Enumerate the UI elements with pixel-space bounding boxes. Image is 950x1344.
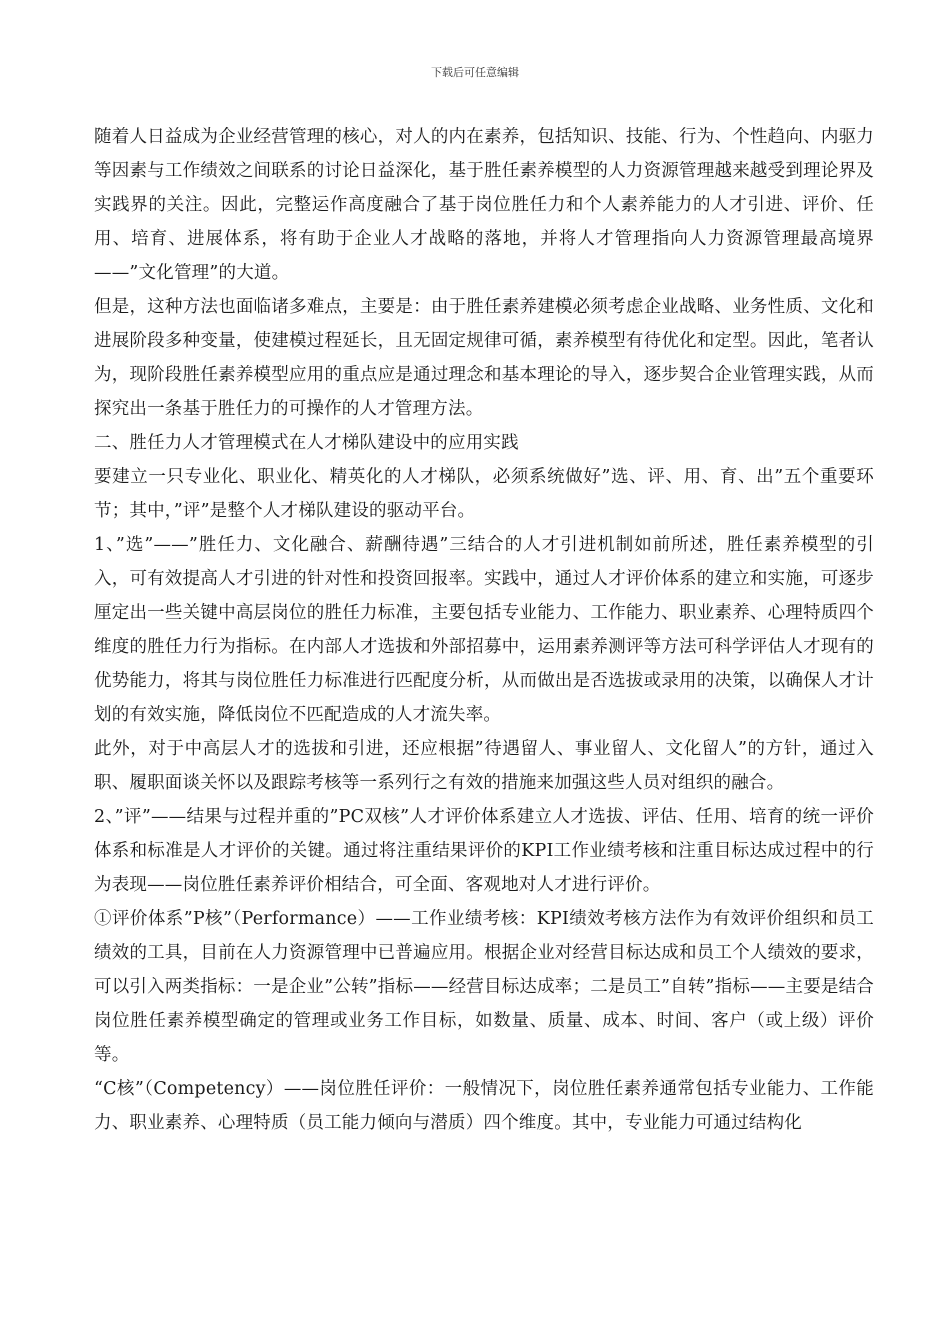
paragraph: 此外，对于中高层人才的选拔和引进，还应根据”待遇留人、事业留人、文化留人”的方针，通过入职、履职面谈关怀以及跟踪考核等一系列行之有效的措施来加强这些人员对组织的融合。 [94, 739, 874, 793]
paragraph: ①评价体系”P核”（Performance）——工作业绩考核：KPI绩效考核方法作为有效评价组织和员工绩效的工具，目前在人力资源管理中已普遍应用。根据企业对经营目标达成和员工个人绩效的要求，可以引入两类指标：一是企业”公转”指标——经营目标达成率；二是员工”自转”指标——主要是结合岗位胜任素养模型确定的管理或业务工作目标，如数量、质量、成本、时间、客户（或上级）评价等。 [94, 909, 874, 1065]
page-header: 下载后可任意编辑 [431, 66, 519, 79]
paragraph: 2、”评”——结果与过程并重的”PC双核”人才评价体系建立人才选拔、评估、任用、培育的统一评价体系和标准是人才评价的关键。通过将注重结果评价的KPI工作业绩考核和注重目标达成过程中的行为表现——岗位胜任素养评价相结合，可全面、客观地对人才进行评价。 [94, 807, 874, 895]
paragraph: 随着人日益成为企业经营管理的核心，对人的内在素养，包括知识、技能、行为、个性趋向、内驱力等因素与工作绩效之间联系的讨论日益深化，基于胜任素养模型的人力资源管理越来越受到理论界及实践界的关注。因此，完整运作高度融合了基于岗位胜任力和个人素养能力的人才引进、评价、任用、培育、进展体系，将有助于企业人才战略的落地，并将人才管理指向人力资源管理最高境界——”文化管理”的大道。 [94, 127, 874, 283]
section-heading: 二、胜任力人才管理模式在人才梯队建设中的应用实践 [94, 433, 519, 453]
paragraph: 要建立一只专业化、职业化、精英化的人才梯队，必须系统做好”选、评、用、育、出”五个重要环节；其中，”评”是整个人才梯队建设的驱动平台。 [94, 467, 874, 521]
document-body [94, 120, 874, 1140]
paragraph: 但是，这种方法也面临诸多难点，主要是：由于胜任素养建模必须考虑企业战略、业务性质、文化和进展阶段多种变量，使建模过程延长，且无固定规律可循，素养模型有待优化和定型。因此，笔者认为，现阶段胜任素养模型应用的重点应是通过理念和基本理论的导入，逐步契合企业管理实践，从而探究出一条基于胜任力的可操作的人才管理方法。 [94, 297, 874, 419]
paragraph: “C核”（Competency）——岗位胜任评价：一般情况下，岗位胜任素养通常包括专业能力、工作能力、职业素养、心理特质（员工能力倾向与潜质）四个维度。其中，专业能力可通过结构化 [94, 1079, 874, 1133]
paragraph: 1、”选”——”胜任力、文化融合、薪酬待遇”三结合的人才引进机制如前所述，胜任素养模型的引入，可有效提高人才引进的针对性和投资回报率。实践中，通过人才评价体系的建立和实施，可逐步厘定出一些关键中高层岗位的胜任力标准，主要包括专业能力、工作能力、职业素养、心理特质四个维度的胜任力行为指标。在内部人才选拔和外部招募中，运用素养测评等方法可科学评估人才现有的优势能力，将其与岗位胜任力标准进行匹配度分析，从而做出是否选拔或录用的决策，以确保人才计划的有效实施，降低岗位不匹配造成的人才流失率。 [94, 535, 874, 725]
